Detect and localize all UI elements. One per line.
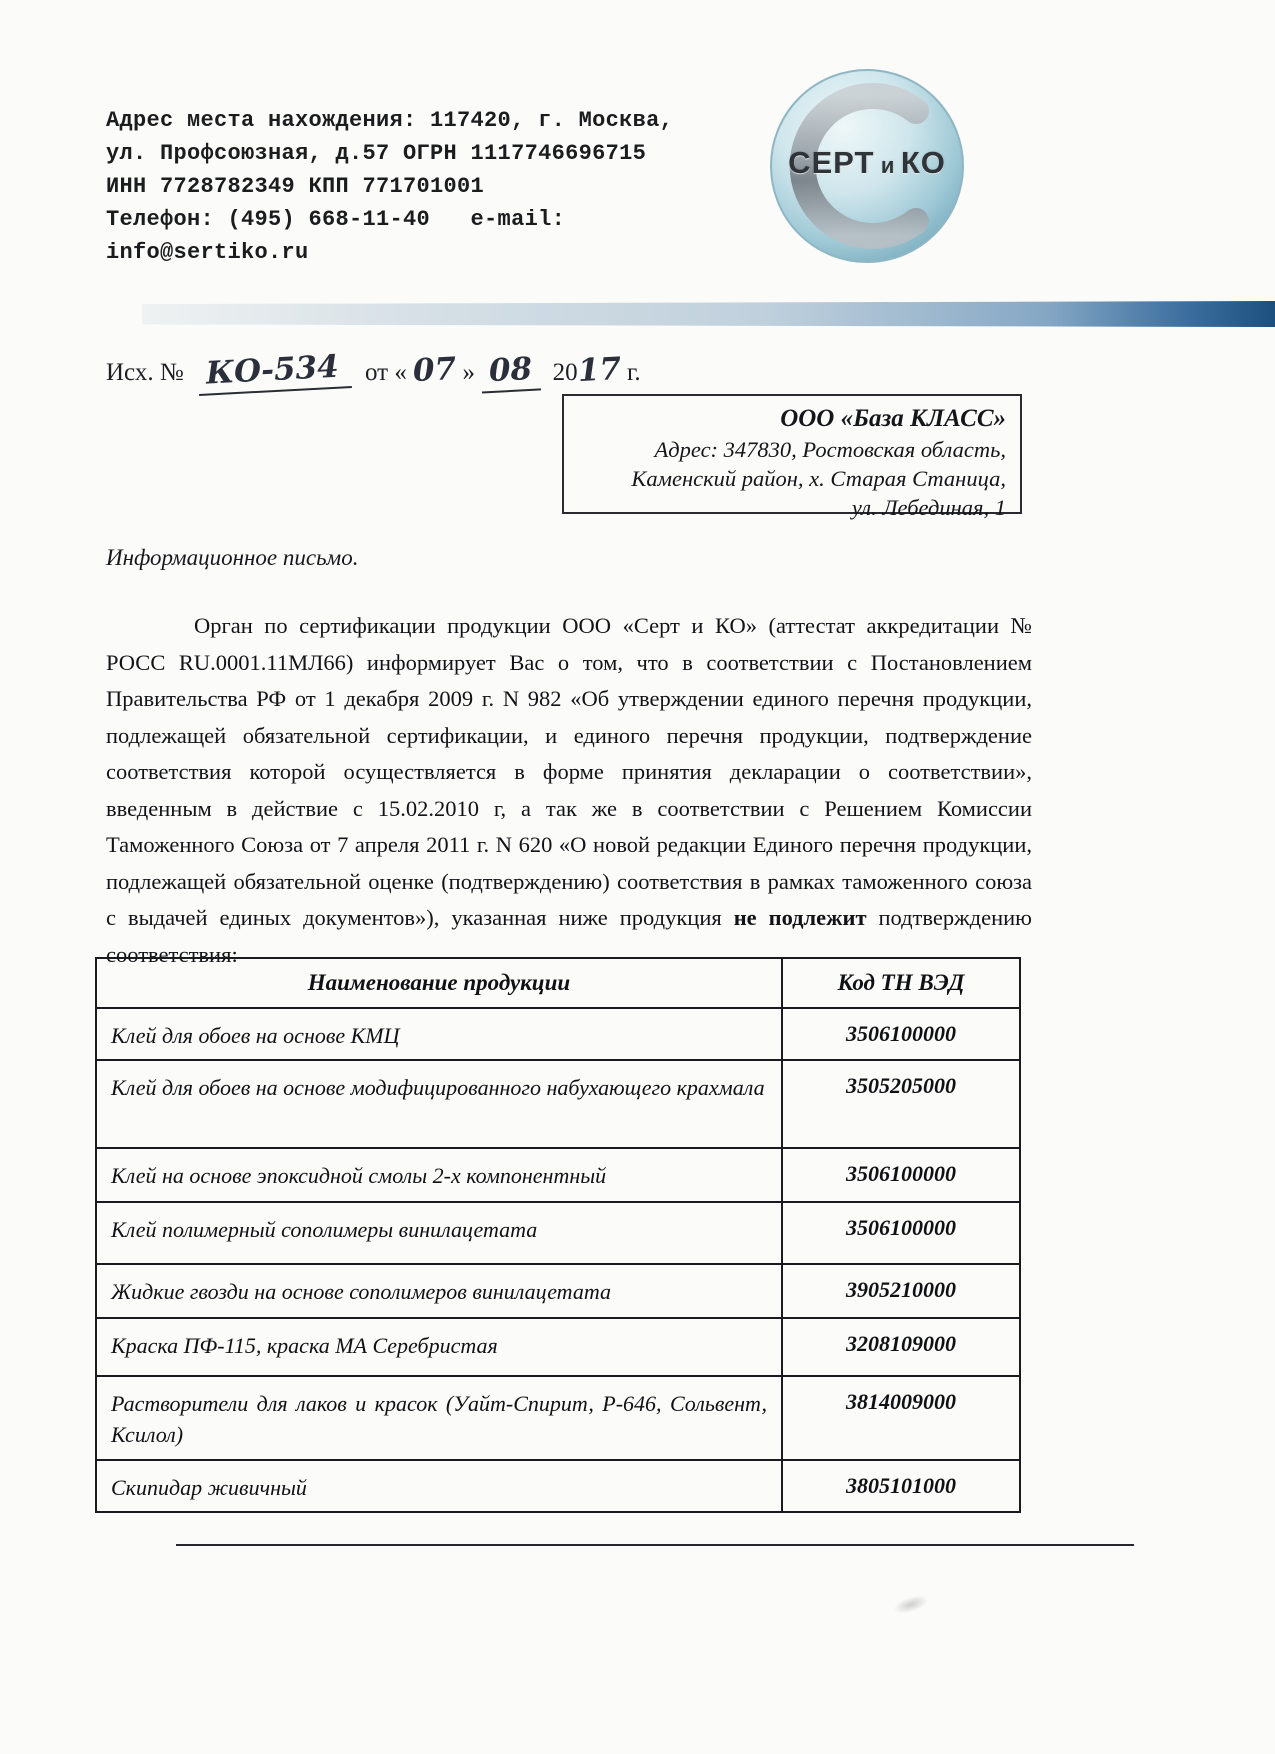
sender-address-line: Адрес места нахождения: 117420, г. Москва,: [106, 108, 674, 133]
table-row: [96, 1264, 1020, 1318]
table-row: [96, 1060, 1020, 1148]
table-row: [96, 1008, 1020, 1060]
product-code-cell: 3814009000: [782, 1376, 1020, 1460]
product-name-cell: Краска ПФ-115, краска МА Серебристая: [96, 1318, 782, 1376]
sender-inn-kpp-line: ИНН 7728782349 КПП 771701001: [106, 174, 485, 199]
product-name-cell: Скипидар живичный: [96, 1460, 782, 1512]
decorative-gradient-stripe: [142, 301, 1275, 327]
letter-subject: Информационное письмо.: [106, 545, 359, 570]
product-code-cell: 3208109000: [782, 1318, 1020, 1376]
product-name-cell: Растворители для лаков и красок (Уайт-Спирит, Р-646, Сольвент, Ксилол): [96, 1376, 782, 1460]
body-segment-2: подтверждению соответствия:: [106, 905, 1032, 967]
sender-email-line: info@sertiko.ru: [106, 240, 309, 265]
recipient-address-line: Каменский район, х. Старая Станица,: [631, 466, 1006, 491]
table-row: [96, 1318, 1020, 1376]
ref-number-handwritten: КО-534: [197, 348, 352, 396]
product-code-cell: 3805101000: [782, 1460, 1020, 1512]
sender-ogrn-line: ул. Профсоюзная, д.57 ОГРН 1117746696715: [106, 141, 647, 166]
ref-label: Исх. №: [106, 359, 184, 386]
body-paragraph: [106, 608, 1032, 973]
scan-smudge: [892, 1592, 931, 1617]
recipient-name: ООО «База КЛАСС»: [780, 405, 1006, 432]
product-code-cell: 3506100000: [782, 1008, 1020, 1060]
table-row: [96, 1376, 1020, 1460]
product-name-cell: Клей полимерный сополимеры винилацетата: [96, 1202, 782, 1264]
ref-close-quote: »: [462, 359, 475, 386]
product-codes-table: [95, 957, 1021, 1513]
ref-open-quote: «: [394, 359, 407, 386]
signature-rule-line: [176, 1544, 1134, 1546]
logo-text-i: и: [880, 153, 895, 179]
product-name-cell: Клей на основе эпоксидной смолы 2-х компонентный: [96, 1148, 782, 1202]
recipient-address-line: ул. Лебединая, 1: [851, 495, 1006, 520]
table-row: [96, 1202, 1020, 1264]
column-header-tn-ved-code: Код ТН ВЭД: [782, 958, 1020, 1008]
body-bold-phrase: не подлежит: [733, 905, 867, 930]
ref-year-printed: 20: [552, 359, 578, 386]
logo-text: [768, 145, 966, 181]
logo-text-ko: КО: [900, 145, 946, 181]
company-logo: [768, 68, 966, 264]
table-row: [96, 1460, 1020, 1512]
ref-year-suffix: г.: [627, 359, 641, 386]
product-code-cell: 3505205000: [782, 1060, 1020, 1148]
recipient-address-box: [562, 394, 1022, 520]
product-code-cell: 3506100000: [782, 1148, 1020, 1202]
product-name-cell: Клей для обоев на основе модифицированного набухающего крахмала: [96, 1060, 782, 1148]
product-name-cell: Клей для обоев на основе КМЦ: [96, 1008, 782, 1060]
product-name-cell: Жидкие гвозди на основе сополимеров винилацетата: [96, 1264, 782, 1318]
logo-text-sert: СЕРТ: [788, 145, 875, 181]
ref-year-handwritten: 17: [576, 350, 622, 390]
column-header-product-name: Наименование продукции: [96, 958, 782, 1008]
sender-details-block: [106, 104, 673, 269]
product-code-cell: 3506100000: [782, 1202, 1020, 1264]
ref-day-handwritten: 07: [412, 350, 458, 390]
table-row: [96, 1148, 1020, 1202]
recipient-address-line: Адрес: 347830, Ростовская область,: [654, 437, 1006, 462]
ref-from-word: от: [364, 359, 389, 386]
outgoing-reference-line: [106, 348, 641, 392]
body-segment-1: Орган по сертификации продукции ООО «Серт и КО» (аттестат аккредитации № РОСС RU.0001.11МЛ66) информирует Вас о том, что в соответствии с Постановлением Правительства РФ от 1 декабря 2009 г. N 982 «Об утверждении единого перечня продукции, подлежащей обязательной сертификации, и единого перечня продукции, подтверждение соответствия которой осуществляется в форме принятия декларации о соответствии», введенным в действие с 15.02.2010 г, а так же в соответствии с Решением Комиссии Таможенного Союза от 7 апреля 2011 г. N 620 «О новой редакции Единого перечня продукции, подлежащей обязательной оценке (подтверждению) соответствия в рамках таможенного союза с выдачей единых документов»), указанная ниже продукция: [106, 613, 1032, 930]
product-code-cell: 3905210000: [782, 1264, 1020, 1318]
ref-month-handwritten: 08: [480, 350, 541, 393]
table-header-row: [96, 958, 1020, 1008]
sender-phone-line: Телефон: (495) 668-11-40 e-mail:: [106, 207, 566, 232]
